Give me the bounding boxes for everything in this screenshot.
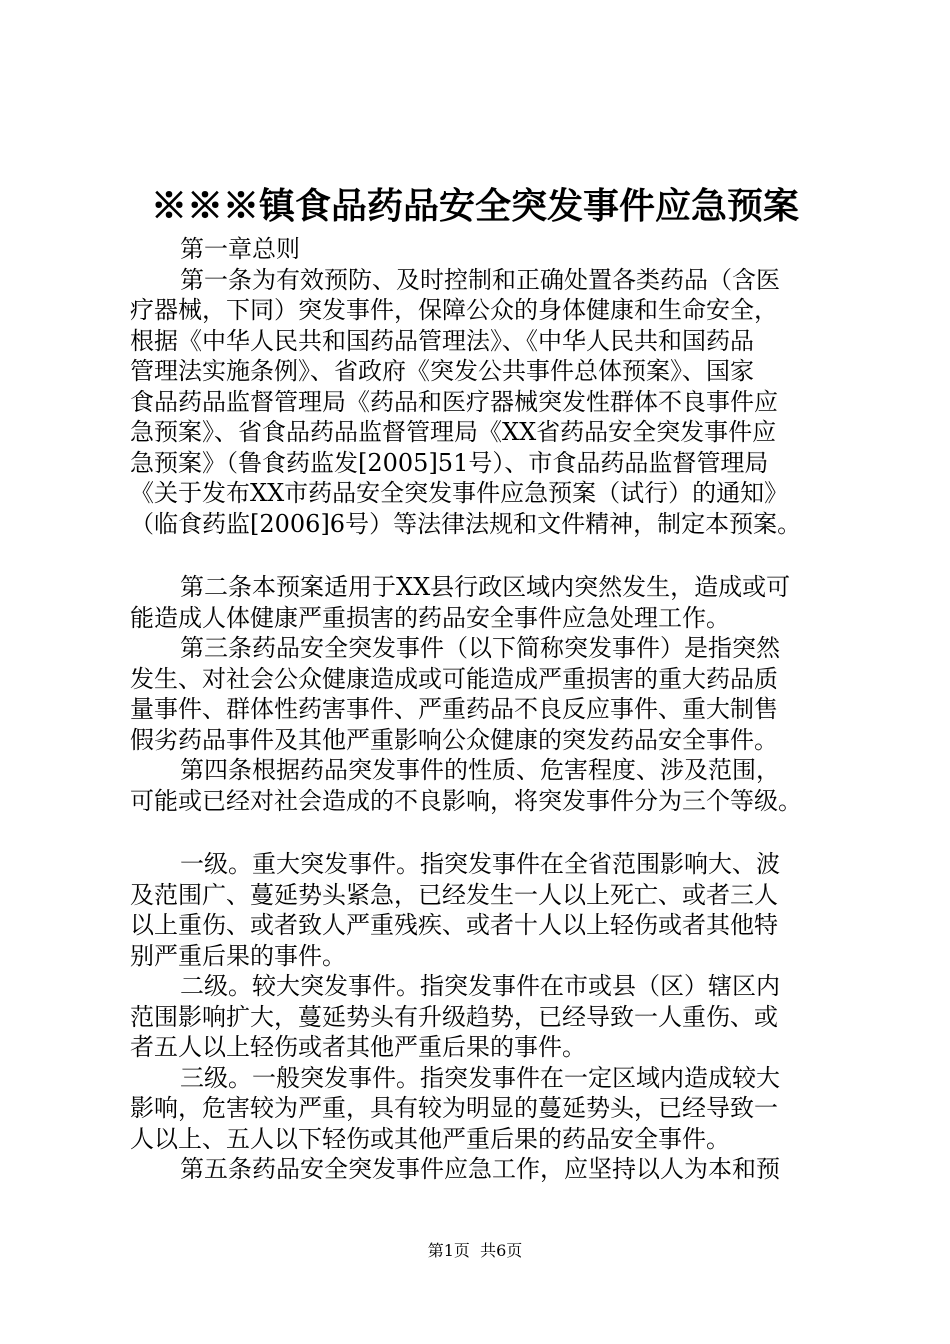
paragraph-line: 食品药品监督管理局《药品和医疗器械突发性群体不良事件应: [130, 387, 778, 416]
paragraph-line: 急预案》、省食品药品监督管理局《XX省药品安全突发事件应: [130, 418, 777, 446]
paragraph-line: 及范围广、蔓延势头紧急，已经发生一人以上死亡、或者三人: [130, 880, 778, 909]
paragraph-gap: [130, 539, 830, 572]
paragraph-line: 范围影响扩大，蔓延势头有升级趋势，已经导致一人重伤、或: [130, 1002, 778, 1031]
paragraph-line: 疗器械，下同）突发事件，保障公众的身体健康和生命安全，: [130, 296, 778, 324]
paragraph-line: 根据《中华人民共和国药品管理法》、《中华人民共和国药品: [130, 326, 754, 355]
paragraph-line: （临食药监[2006]6号）等法律法规和文件精神，制定本预案。: [130, 509, 802, 538]
paragraph-line: 发生、对社会公众健康造成或可能造成严重损害的重大药品质: [130, 664, 778, 693]
paragraph-line: 第二条本预案适用于XX县行政区域内突然发生，造成或可: [180, 573, 791, 601]
paragraph-line: 一级。重大突发事件。指突发事件在全省范围影响大、波: [180, 850, 780, 878]
paragraph-line: 以上重伤、或者致人严重残疾、或者十人以上轻伤或者其他特: [130, 911, 778, 939]
paragraph-line: 管理法实施条例》、省政府《突发公共事件总体预案》、国家: [130, 357, 754, 385]
paragraph-line: 第四条根据药品突发事件的性质、危害程度、涉及范围，: [180, 756, 780, 784]
paragraph-line: 第一条为有效预防、及时控制和正确处置各类药品（含医: [180, 265, 780, 294]
document-title: ※※※镇食品药品安全突发事件应急预案: [150, 185, 799, 227]
paragraph-line: 影响，危害较为严重，具有较为明显的蔓延势头，已经导致一: [130, 1094, 778, 1122]
paragraph-line: 三级。一般突发事件。指突发事件在一定区域内造成较大: [180, 1063, 780, 1092]
paragraph-gap: [130, 816, 830, 849]
paragraph-line: 可能或已经对社会造成的不良影响，将突发事件分为三个等级。: [130, 786, 802, 815]
page-footer: 第1页 共6页: [427, 1241, 523, 1260]
paragraph-line: 人以上、五人以下轻伤或其他严重后果的药品安全事件。: [130, 1124, 730, 1153]
chapter-heading: 第一章总则: [180, 235, 300, 263]
paragraph-line: 第五条药品安全突发事件应急工作，应坚持以人为本和预: [180, 1155, 780, 1183]
paragraph-line: 《关于发布XX市药品安全突发事件应急预案（试行）的通知》: [130, 479, 789, 507]
paragraph-line: 别严重后果的事件。: [130, 941, 346, 970]
paragraph-line: 者五人以上轻伤或者其他严重后果的事件。: [130, 1033, 586, 1061]
paragraph-line: 急预案》（鲁食药监发[2005]51号）、市食品药品监督管理局: [130, 448, 769, 477]
paragraph-line: 假劣药品事件及其他严重影响公众健康的突发药品安全事件。: [130, 725, 778, 754]
paragraph-line: 二级。较大突发事件。指突发事件在市或县（区）辖区内: [180, 972, 780, 1000]
paragraph-line: 第三条药品安全突发事件（以下简称突发事件）是指突然: [180, 634, 780, 662]
paragraph-line: 能造成人体健康严重损害的药品安全事件应急处理工作。: [130, 603, 730, 632]
document-body: [130, 234, 830, 1185]
paragraph-line: 量事件、群体性药害事件、严重药品不良反应事件、重大制售: [130, 695, 778, 723]
